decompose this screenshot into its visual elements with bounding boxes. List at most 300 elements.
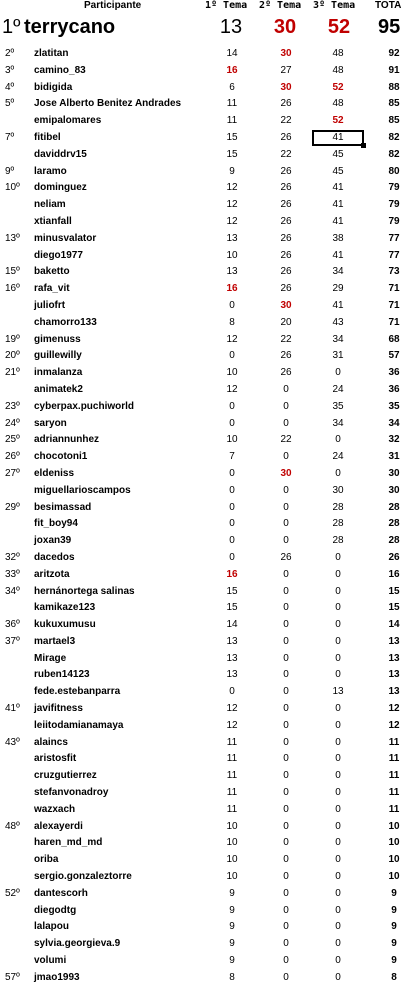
table-row[interactable] [0, 953, 406, 970]
table-row[interactable] [0, 600, 406, 617]
row-total[interactable]: 11 [388, 736, 400, 748]
row-tema-1[interactable]: 14 [226, 48, 238, 59]
row-tema-2[interactable]: 0 [283, 501, 289, 513]
row-tema-3[interactable]: 0 [335, 551, 341, 563]
row-tema-2[interactable]: 0 [283, 383, 289, 395]
row-total[interactable]: 28 [388, 518, 400, 530]
row-participant: baketto [34, 266, 70, 278]
row-tema-2[interactable]: 0 [283, 736, 289, 748]
row-tema-2[interactable]: 0 [283, 837, 289, 849]
leader-total[interactable]: 95 [378, 16, 401, 38]
row-tema-3[interactable]: 29 [332, 283, 344, 295]
table-row[interactable] [0, 751, 406, 768]
row-tema-1[interactable]: 15 [226, 131, 238, 143]
row-tema-3[interactable]: 34 [332, 266, 344, 278]
row-tema-1[interactable]: 7 [229, 451, 235, 463]
row-tema-2[interactable]: 0 [283, 854, 289, 866]
row-tema-1[interactable]: 0 [229, 350, 235, 362]
row-tema-3[interactable]: 28 [332, 518, 344, 530]
row-tema-1[interactable]: 16 [226, 568, 238, 580]
row-tema-1[interactable]: 10 [226, 837, 238, 849]
row-total[interactable]: 36 [388, 383, 400, 395]
row-tema-3[interactable]: 0 [335, 803, 341, 815]
row-tema-3[interactable]: 0 [335, 669, 341, 681]
row-total[interactable]: 85 [388, 98, 400, 110]
row-tema-1[interactable]: 12 [226, 333, 238, 345]
row-tema-1[interactable]: 12 [226, 215, 238, 227]
row-tema-3[interactable]: 30 [332, 484, 344, 496]
row-total[interactable]: 10 [388, 854, 400, 866]
row-tema-3[interactable]: 0 [335, 904, 341, 916]
table-row[interactable] [0, 399, 406, 416]
row-tema-1[interactable]: 13 [226, 652, 238, 664]
row-tema-1[interactable]: 9 [229, 938, 235, 950]
row-position: 7º [5, 131, 15, 143]
row-tema-1[interactable]: 13 [226, 635, 238, 647]
row-tema-1[interactable]: 13 [226, 266, 238, 278]
row-tema-1[interactable]: 12 [226, 199, 238, 211]
row-total[interactable]: 26 [388, 551, 400, 563]
row-tema-2[interactable]: 0 [283, 568, 289, 580]
row-tema-3[interactable]: 31 [332, 350, 344, 362]
table-row[interactable] [0, 130, 406, 147]
row-total[interactable]: 9 [391, 887, 397, 899]
row-tema-3[interactable]: 45 [332, 148, 344, 160]
row-tema-2[interactable]: 26 [280, 367, 292, 379]
table-row[interactable] [0, 735, 406, 752]
row-total[interactable]: 12 [388, 703, 400, 715]
row-tema-1[interactable]: 9 [229, 921, 235, 933]
row-tema-2[interactable]: 22 [280, 148, 292, 160]
row-tema-3[interactable]: 0 [335, 938, 341, 950]
row-tema-1[interactable]: 13 [226, 232, 238, 244]
row-tema-3[interactable]: 0 [335, 820, 341, 832]
table-row[interactable] [0, 936, 406, 953]
row-tema-3[interactable]: 0 [335, 871, 341, 883]
row-tema-1[interactable]: 12 [226, 719, 238, 731]
table-row[interactable] [0, 197, 406, 214]
row-tema-1[interactable]: 10 [226, 434, 238, 446]
table-row[interactable] [0, 214, 406, 231]
row-total[interactable]: 13 [388, 686, 400, 698]
row-total[interactable]: 11 [388, 787, 400, 799]
row-tema-2[interactable]: 0 [283, 770, 289, 782]
row-tema-1[interactable]: 9 [229, 165, 235, 177]
row-tema-2[interactable]: 26 [280, 249, 292, 261]
row-total[interactable]: 91 [388, 64, 400, 76]
row-tema-1[interactable]: 12 [226, 182, 238, 194]
row-tema-1[interactable]: 0 [229, 484, 235, 496]
row-tema-2[interactable]: 30 [280, 299, 292, 311]
row-total[interactable]: 9 [391, 904, 397, 916]
row-tema-1[interactable]: 9 [229, 904, 235, 916]
row-tema-2[interactable]: 26 [280, 98, 292, 110]
table-row[interactable] [0, 164, 406, 181]
row-tema-3[interactable]: 28 [332, 535, 344, 547]
row-tema-2[interactable]: 26 [280, 283, 292, 295]
row-participant: juliofrt [34, 299, 66, 311]
row-participant: aritzota [34, 568, 70, 580]
row-tema-2[interactable]: 0 [283, 803, 289, 815]
row-tema-2[interactable]: 0 [283, 938, 289, 950]
row-tema-1[interactable]: 12 [226, 383, 238, 395]
table-row[interactable] [0, 768, 406, 785]
table-row[interactable] [0, 365, 406, 382]
row-tema-2[interactable]: 30 [280, 81, 292, 93]
leader-tema-2[interactable]: 30 [273, 16, 297, 38]
row-total[interactable]: 9 [391, 955, 397, 967]
row-tema-2[interactable]: 26 [280, 215, 292, 227]
row-tema-2[interactable]: 0 [283, 484, 289, 496]
row-participant: joxan39 [34, 535, 72, 547]
row-tema-1[interactable]: 16 [226, 283, 238, 295]
row-total[interactable]: 8 [391, 971, 397, 983]
table-row[interactable] [0, 248, 406, 265]
row-tema-2[interactable]: 26 [280, 199, 292, 211]
row-total[interactable]: 28 [388, 535, 400, 547]
row-tema-3[interactable]: 41 [332, 299, 344, 311]
row-total[interactable]: 68 [388, 333, 400, 345]
row-tema-3[interactable]: 0 [335, 434, 341, 446]
row-tema-1[interactable]: 0 [229, 535, 235, 547]
table-row[interactable] [0, 617, 406, 634]
row-tema-2[interactable]: 0 [283, 602, 289, 614]
row-tema-1[interactable]: 8 [229, 971, 235, 983]
row-tema-2[interactable]: 0 [283, 635, 289, 647]
row-tema-1[interactable]: 6 [229, 81, 235, 93]
table-row[interactable] [0, 651, 406, 668]
row-tema-2[interactable]: 0 [283, 451, 289, 463]
row-tema-3[interactable]: 24 [332, 451, 344, 463]
table-row[interactable] [0, 46, 406, 63]
row-participant: oriba [34, 854, 59, 866]
table-row[interactable] [0, 281, 406, 298]
row-tema-3[interactable]: 0 [335, 635, 341, 647]
row-position: 52º [5, 887, 20, 899]
row-total[interactable]: 31 [388, 451, 400, 463]
row-tema-3[interactable]: 38 [332, 232, 344, 244]
row-tema-3[interactable]: 0 [335, 719, 341, 731]
table-row[interactable] [0, 80, 406, 97]
row-tema-1[interactable]: 14 [226, 619, 238, 631]
row-participant: laramo [34, 165, 67, 177]
row-tema-1[interactable]: 15 [226, 148, 238, 160]
row-total[interactable]: 36 [388, 367, 400, 379]
row-tema-1[interactable]: 0 [229, 299, 235, 311]
row-total[interactable]: 10 [388, 871, 400, 883]
row-tema-2[interactable]: 26 [280, 350, 292, 362]
row-total[interactable]: 16 [388, 568, 400, 580]
row-tema-2[interactable]: 0 [283, 887, 289, 899]
row-tema-2[interactable]: 0 [283, 904, 289, 916]
row-total[interactable]: 10 [388, 820, 400, 832]
table-row[interactable] [0, 516, 406, 533]
table-row[interactable] [0, 667, 406, 684]
row-participant: guillewilly [34, 350, 82, 362]
row-tema-1[interactable]: 8 [229, 316, 235, 328]
row-total[interactable]: 82 [388, 148, 400, 160]
row-total[interactable]: 34 [388, 417, 400, 429]
row-tema-1[interactable]: 15 [226, 585, 238, 597]
row-total[interactable]: 28 [388, 501, 400, 513]
row-position: 13º [5, 232, 20, 244]
row-tema-3[interactable]: 0 [335, 770, 341, 782]
row-participant: daviddrv15 [34, 148, 87, 160]
row-tema-1[interactable]: 11 [226, 753, 238, 765]
row-tema-2[interactable]: 20 [280, 316, 292, 328]
row-tema-3[interactable]: 0 [335, 837, 341, 849]
table-row[interactable] [0, 852, 406, 869]
row-tema-3[interactable]: 0 [335, 971, 341, 983]
row-tema-2[interactable]: 0 [283, 955, 289, 967]
table-row[interactable] [0, 63, 406, 80]
table-row[interactable] [0, 432, 406, 449]
row-tema-1[interactable]: 0 [229, 501, 235, 513]
row-tema-2[interactable]: 0 [283, 518, 289, 530]
row-tema-2[interactable]: 0 [283, 669, 289, 681]
row-tema-1[interactable]: 0 [229, 518, 235, 530]
row-position: 33º [5, 568, 20, 580]
leader-row[interactable] [0, 16, 406, 44]
row-total[interactable]: 71 [388, 299, 400, 311]
row-participant: chocotoni1 [34, 451, 88, 463]
row-tema-1[interactable]: 11 [226, 803, 238, 815]
row-tema-3[interactable]: 0 [335, 787, 341, 799]
leader-tema-3[interactable]: 52 [327, 16, 351, 38]
table-row[interactable] [0, 919, 406, 936]
row-tema-2[interactable]: 0 [283, 585, 289, 597]
row-tema-2[interactable]: 26 [280, 266, 292, 278]
table-row[interactable] [0, 416, 406, 433]
row-tema-3[interactable]: 41 [332, 249, 344, 261]
table-row[interactable] [0, 449, 406, 466]
row-total[interactable]: 35 [388, 400, 400, 412]
row-tema-3[interactable]: 41 [332, 182, 344, 194]
row-tema-3[interactable]: 43 [332, 316, 344, 328]
row-total[interactable]: 77 [388, 232, 400, 244]
row-tema-1[interactable]: 10 [226, 249, 238, 261]
row-total[interactable]: 80 [388, 165, 400, 177]
row-total[interactable]: 73 [388, 266, 400, 278]
table-row[interactable] [0, 533, 406, 550]
row-tema-1[interactable]: 0 [229, 551, 235, 563]
row-total[interactable]: 15 [388, 585, 400, 597]
row-tema-2[interactable]: 0 [283, 400, 289, 412]
table-row[interactable] [0, 382, 406, 399]
table-row[interactable] [0, 180, 406, 197]
row-tema-2[interactable]: 0 [283, 787, 289, 799]
table-row[interactable] [0, 567, 406, 584]
row-total[interactable]: 71 [388, 283, 400, 295]
row-tema-3[interactable]: 48 [332, 48, 344, 59]
row-total[interactable]: 79 [388, 215, 400, 227]
table-row[interactable] [0, 701, 406, 718]
row-tema-1[interactable]: 10 [226, 871, 238, 883]
row-tema-2[interactable]: 0 [283, 820, 289, 832]
row-tema-3[interactable]: 0 [335, 652, 341, 664]
table-row[interactable] [0, 315, 406, 332]
row-total[interactable]: 13 [388, 652, 400, 664]
row-tema-2[interactable]: 0 [283, 417, 289, 429]
row-total[interactable]: 14 [388, 619, 400, 631]
row-tema-1[interactable]: 0 [229, 467, 235, 479]
row-tema-1[interactable]: 10 [226, 820, 238, 832]
table-row[interactable] [0, 466, 406, 483]
row-tema-3[interactable]: 0 [335, 467, 341, 479]
row-tema-2[interactable]: 0 [283, 686, 289, 698]
row-tema-3[interactable]: 34 [332, 417, 344, 429]
row-tema-1[interactable]: 13 [226, 669, 238, 681]
row-tema-3[interactable]: 0 [335, 568, 341, 580]
row-tema-2[interactable]: 26 [280, 232, 292, 244]
row-tema-3[interactable]: 0 [335, 602, 341, 614]
row-tema-3[interactable]: 0 [335, 887, 341, 899]
row-tema-3[interactable]: 0 [335, 753, 341, 765]
row-tema-2[interactable]: 0 [283, 652, 289, 664]
row-tema-2[interactable]: 0 [283, 535, 289, 547]
row-total[interactable]: 77 [388, 249, 400, 261]
row-tema-2[interactable]: 26 [280, 131, 292, 143]
row-total[interactable]: 11 [388, 803, 400, 815]
row-total[interactable]: 9 [391, 938, 397, 950]
table-row[interactable] [0, 835, 406, 852]
table-row[interactable] [0, 264, 406, 281]
row-total[interactable]: 13 [388, 635, 400, 647]
row-tema-2[interactable]: 0 [283, 971, 289, 983]
row-total[interactable]: 79 [388, 182, 400, 194]
row-tema-2[interactable]: 0 [283, 753, 289, 765]
table-row[interactable] [0, 298, 406, 315]
row-total[interactable]: 12 [388, 719, 400, 731]
row-total[interactable]: 30 [388, 484, 400, 496]
row-tema-1[interactable]: 9 [229, 955, 235, 967]
row-tema-1[interactable]: 15 [226, 602, 238, 614]
row-total[interactable]: 57 [388, 350, 400, 362]
row-tema-2[interactable]: 30 [280, 467, 292, 479]
row-tema-2[interactable]: 0 [283, 719, 289, 731]
table-row[interactable] [0, 96, 406, 113]
row-tema-3[interactable]: 48 [332, 64, 344, 76]
row-tema-2[interactable]: 27 [280, 64, 292, 76]
row-total[interactable]: 15 [388, 602, 400, 614]
row-total[interactable]: 9 [391, 921, 397, 933]
row-tema-2[interactable]: 22 [280, 434, 292, 446]
table-row[interactable] [0, 483, 406, 500]
row-tema-2[interactable]: 26 [280, 182, 292, 194]
row-tema-1[interactable]: 11 [226, 98, 238, 110]
row-tema-3[interactable]: 28 [332, 501, 344, 513]
row-total[interactable]: 11 [388, 770, 400, 782]
row-tema-1[interactable]: 0 [229, 417, 235, 429]
row-tema-1[interactable]: 12 [226, 703, 238, 715]
row-tema-3[interactable]: 0 [335, 585, 341, 597]
row-tema-2[interactable]: 26 [280, 551, 292, 563]
row-tema-3[interactable]: 24 [332, 383, 344, 395]
table-row[interactable] [0, 869, 406, 886]
row-tema-3[interactable]: 0 [335, 854, 341, 866]
row-tema-2[interactable]: 0 [283, 921, 289, 933]
row-tema-2[interactable]: 26 [280, 165, 292, 177]
row-tema-1[interactable]: 9 [229, 887, 235, 899]
row-total[interactable]: 88 [388, 81, 400, 93]
table-row[interactable] [0, 684, 406, 701]
table-row[interactable] [0, 332, 406, 349]
row-total[interactable]: 32 [388, 434, 400, 446]
row-tema-1[interactable]: 11 [226, 770, 238, 782]
row-tema-3[interactable]: 0 [335, 921, 341, 933]
row-total[interactable]: 71 [388, 316, 400, 328]
row-tema-3[interactable]: 0 [335, 955, 341, 967]
row-tema-1[interactable]: 11 [226, 736, 238, 748]
row-total[interactable]: 10 [388, 837, 400, 849]
row-tema-2[interactable]: 0 [283, 703, 289, 715]
table-row[interactable] [0, 584, 406, 601]
row-tema-3[interactable]: 35 [332, 400, 344, 412]
row-tema-1[interactable]: 10 [226, 367, 238, 379]
row-tema-3[interactable]: 0 [335, 619, 341, 631]
row-participant: diego1977 [34, 249, 83, 261]
table-row[interactable] [0, 113, 406, 130]
row-tema-3[interactable]: 34 [332, 333, 344, 345]
table-row[interactable] [0, 718, 406, 735]
table-row[interactable] [0, 231, 406, 248]
table-row[interactable] [0, 550, 406, 567]
row-tema-3[interactable]: 13 [332, 686, 344, 698]
row-total[interactable]: 92 [388, 48, 400, 59]
table-row[interactable] [0, 500, 406, 517]
row-tema-1[interactable]: 0 [229, 400, 235, 412]
row-tema-2[interactable]: 0 [283, 871, 289, 883]
table-row[interactable] [0, 970, 406, 987]
row-tema-1[interactable]: 11 [226, 787, 238, 799]
row-tema-1[interactable]: 16 [226, 64, 238, 76]
row-total[interactable]: 79 [388, 199, 400, 211]
row-tema-2[interactable]: 0 [283, 619, 289, 631]
table-row[interactable] [0, 802, 406, 819]
row-tema-2[interactable]: 22 [280, 333, 292, 345]
row-tema-2[interactable]: 22 [280, 115, 292, 127]
row-tema-3[interactable]: 52 [332, 81, 344, 93]
table-row[interactable] [0, 147, 406, 164]
row-tema-3[interactable]: 45 [332, 165, 344, 177]
row-tema-3[interactable]: 0 [335, 703, 341, 715]
row-tema-3[interactable]: 41 [332, 131, 344, 143]
row-total[interactable]: 13 [388, 669, 400, 681]
row-total[interactable]: 11 [388, 753, 400, 765]
row-tema-1[interactable]: 10 [226, 854, 238, 866]
row-total[interactable]: 30 [388, 467, 400, 479]
row-tema-1[interactable]: 11 [226, 115, 238, 127]
row-tema-3[interactable]: 41 [332, 199, 344, 211]
table-row[interactable] [0, 819, 406, 836]
row-total[interactable]: 82 [388, 131, 400, 143]
row-tema-3[interactable]: 0 [335, 367, 341, 379]
table-row[interactable] [0, 886, 406, 903]
leader-tema-1[interactable]: 13 [219, 16, 243, 38]
table-row[interactable] [0, 903, 406, 920]
row-tema-3[interactable]: 41 [332, 215, 344, 227]
row-total[interactable]: 85 [388, 115, 400, 127]
row-tema-3[interactable]: 48 [332, 98, 344, 110]
table-row[interactable] [0, 634, 406, 651]
row-tema-3[interactable]: 0 [335, 736, 341, 748]
row-tema-2[interactable]: 30 [280, 48, 292, 59]
row-tema-1[interactable]: 0 [229, 686, 235, 698]
table-row[interactable] [0, 785, 406, 802]
cell-selection-box[interactable] [312, 130, 364, 146]
table-row[interactable] [0, 348, 406, 365]
row-tema-3[interactable]: 52 [332, 115, 344, 127]
